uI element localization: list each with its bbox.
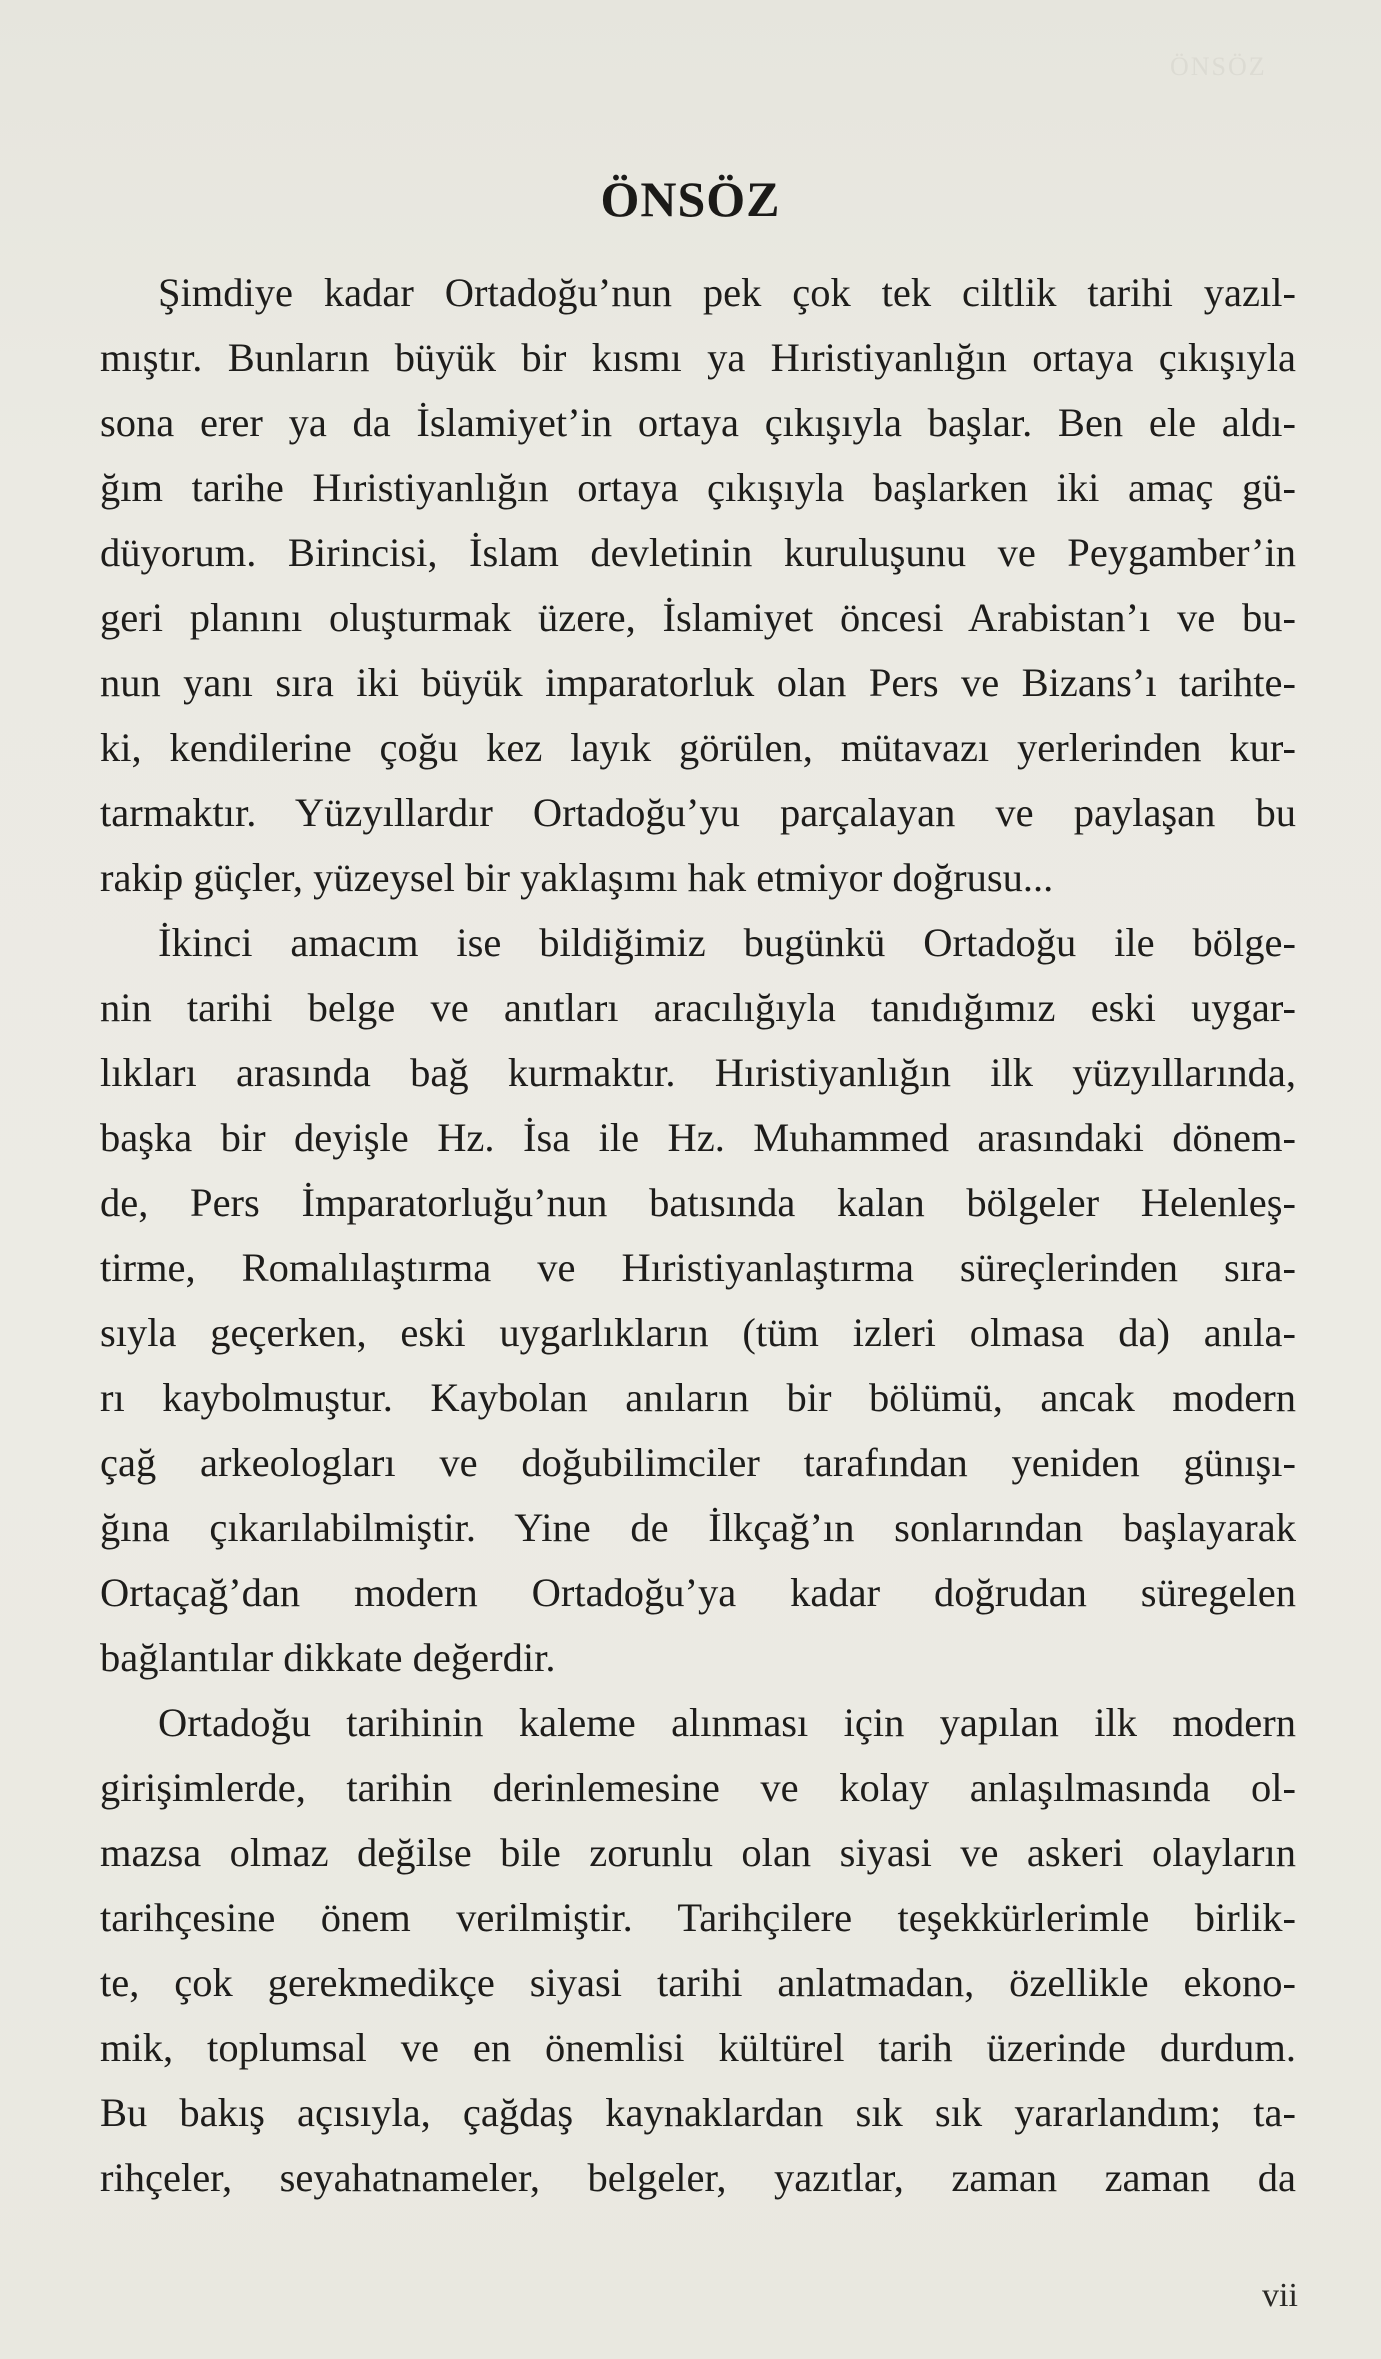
text-line: tarihçesine önem verilmiştir. Tarihçilere teşekkürlerimle birlik- — [100, 1895, 1296, 1940]
text-line: de, Pers İmparatorluğu’nun batısında kalan bölgeler Helenleş- — [100, 1180, 1296, 1225]
text-line: ğına çıkarılabilmiştir. Yine de İlkçağ’ın sonlarından başlayarak — [100, 1505, 1296, 1550]
text-line: Şimdiye kadar Ortadoğu’nun pek çok tek ciltlik tarihi yazıl- — [158, 270, 1296, 315]
text-line: başka bir deyişle Hz. İsa ile Hz. Muhammed arasındaki dönem- — [100, 1115, 1296, 1160]
text-line: tirme, Romalılaştırma ve Hıristiyanlaştırma süreçlerinden sıra- — [100, 1245, 1296, 1290]
text-line: rı kaybolmuştur. Kaybolan anıların bir bölümü, ancak modern — [100, 1375, 1296, 1420]
page-title: ÖNSÖZ — [600, 171, 781, 227]
text-line: te, çok gerekmedikçe siyasi tarihi anlatmadan, özellikle ekono- — [100, 1960, 1296, 2005]
text-line: çağ arkeologları ve doğubilimciler tarafından yeniden günışı- — [100, 1440, 1296, 1485]
text-line: lıkları arasında bağ kurmaktır. Hıristiyanlığın ilk yüzyıllarında, — [100, 1050, 1296, 1095]
text-line: ğım tarihe Hıristiyanlığın ortaya çıkışıyla başlarken iki amaç gü- — [100, 465, 1296, 510]
text-line: ki, kendilerine çoğu kez layık görülen, mütavazı yerlerinden kur- — [100, 725, 1296, 770]
body-text — [100, 260, 1296, 2210]
text-line: tarmaktır. Yüzyıllardır Ortadoğu’yu parçalayan ve paylaşan bu — [100, 790, 1296, 835]
text-line: rakip güçler, yüzeysel bir yaklaşımı hak etmiyor doğrusu... — [100, 855, 1054, 900]
text-line: sona erer ya da İslamiyet’in ortaya çıkışıyla başlar. Ben ele aldı- — [100, 400, 1296, 445]
text-line: düyorum. Birincisi, İslam devletinin kuruluşunu ve Peygamber’in — [100, 530, 1296, 575]
text-line: mazsa olmaz değilse bile zorunlu olan siyasi ve askeri olayların — [100, 1830, 1296, 1875]
text-line: bağlantılar dikkate değerdir. — [100, 1635, 556, 1680]
show-through-text: ÖNSÖZ — [1170, 52, 1267, 81]
text-line: Ortaçağ’dan modern Ortadoğu’ya kadar doğrudan süregelen — [100, 1570, 1296, 1615]
text-line: nun yanı sıra iki büyük imparatorluk olan Pers ve Bizans’ı tarihte- — [100, 660, 1296, 705]
page-number: vii — [1262, 2277, 1298, 2314]
text-line: mıştır. Bunların büyük bir kısmı ya Hıristiyanlığın ortaya çıkışıyla — [100, 335, 1296, 380]
text-line: girişimlerde, tarihin derinlemesine ve kolay anlaşılmasında ol- — [100, 1765, 1296, 1810]
text-line: geri planını oluşturmak üzere, İslamiyet öncesi Arabistan’ı ve bu- — [100, 595, 1296, 640]
text-line: nin tarihi belge ve anıtları aracılığıyla tanıdığımız eski uygar- — [100, 985, 1296, 1030]
text-line: Ortadoğu tarihinin kaleme alınması için yapılan ilk modern — [158, 1700, 1296, 1745]
text-line: mik, toplumsal ve en önemlisi kültürel tarih üzerinde durdum. — [100, 2025, 1296, 2070]
text-line: rihçeler, seyahatnameler, belgeler, yazıtlar, zaman zaman da — [100, 2155, 1296, 2200]
text-line: sıyla geçerken, eski uygarlıkların (tüm izleri olmasa da) anıla- — [100, 1310, 1296, 1355]
text-line: İkinci amacım ise bildiğimiz bugünkü Ortadoğu ile bölge- — [158, 920, 1296, 965]
text-line: Bu bakış açısıyla, çağdaş kaynaklardan sık sık yararlandım; ta- — [100, 2090, 1296, 2135]
